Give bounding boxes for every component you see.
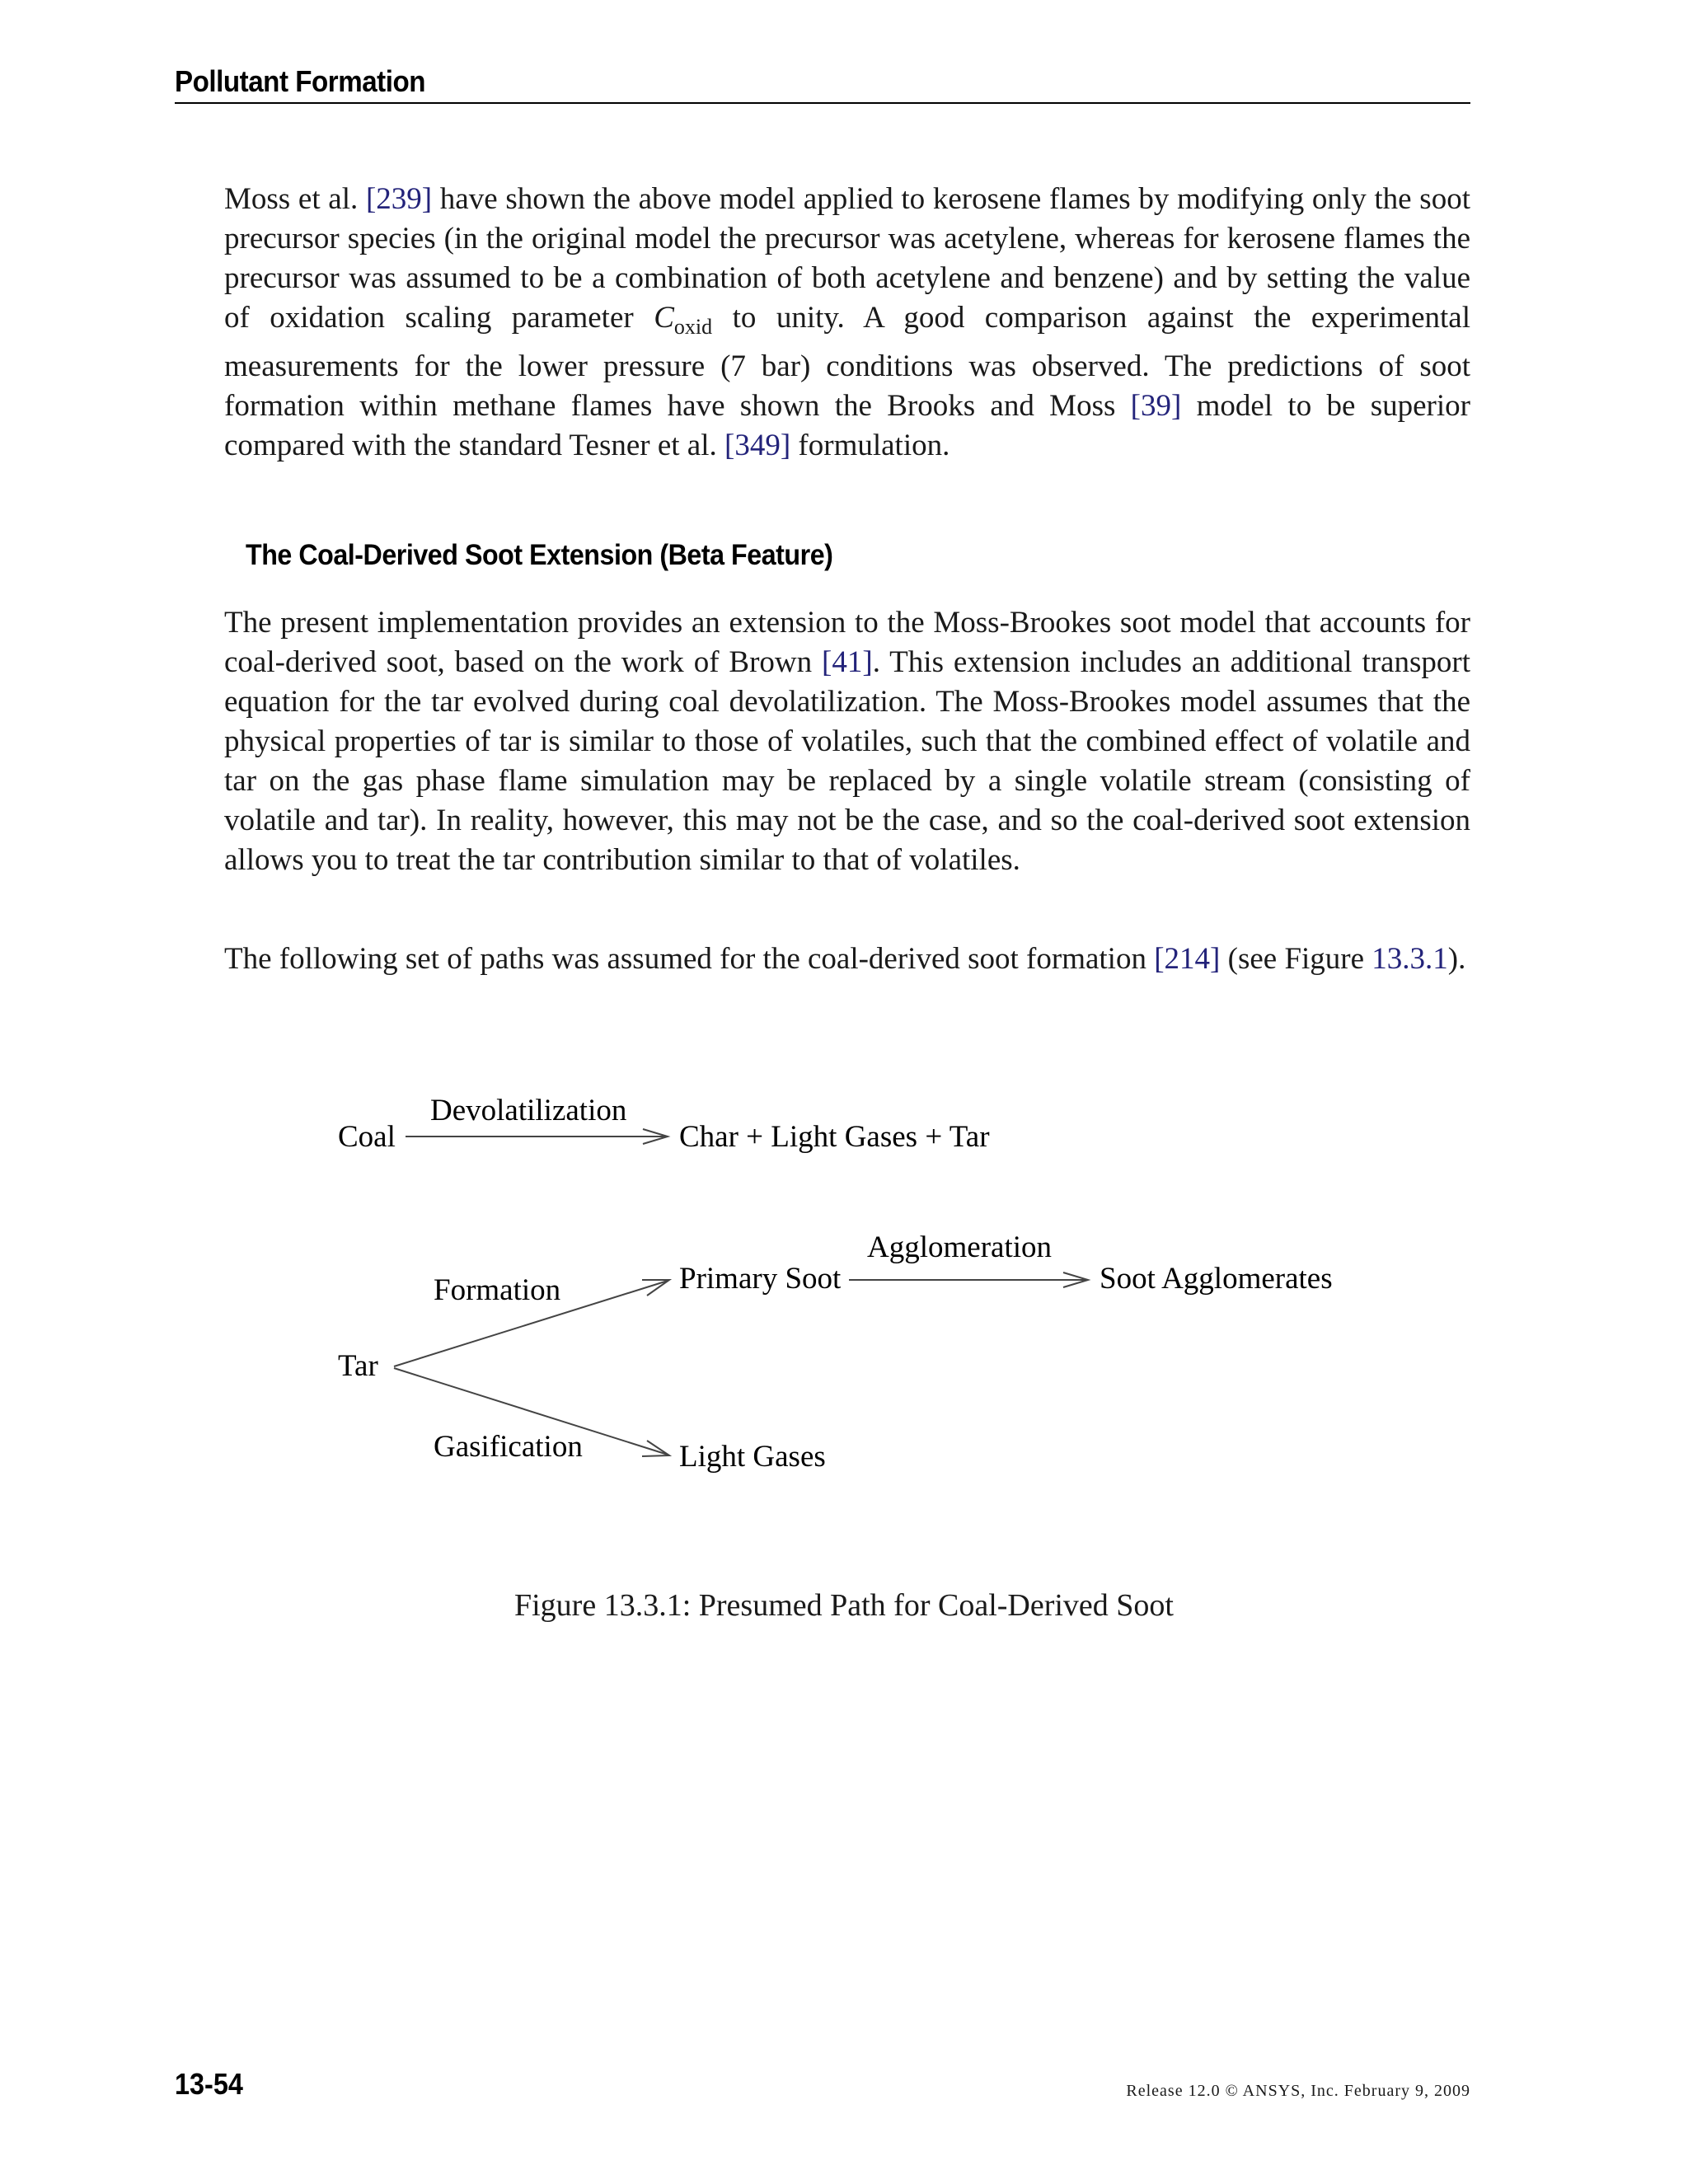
paragraph-text: have shown the above model applied to kerosene flames by modifying only the soot precursor species (in the original model the precursor was acetylene, whereas for kerosene flames the precursor was assumed to be a combination of both acetylene and benzene) and by setting the value of oxidation scaling parameter — [224, 182, 1470, 335]
figure-caption — [0, 1587, 1688, 1624]
node-tar: Tar — [338, 1349, 378, 1383]
edge-label-agglomeration: Agglomeration — [867, 1230, 1053, 1264]
release-footer — [1126, 2082, 1470, 2101]
release-prefix: Release 12.0 — [1126, 2082, 1226, 2100]
edge-label-formation: Formation — [434, 1273, 561, 1307]
node-coal: Coal — [338, 1120, 396, 1154]
page-number: 13-54 — [175, 2067, 243, 2101]
paragraph-text: to unity. A good comparison against the experimental measurements for the lower pressure (7 bar) conditions was observed. The predictions of soot formation within methane flames have shown the Brooks and Moss — [224, 301, 1470, 423]
paragraph-text: . This extension includes an additional transport equation for the tar evolved during coal devolatilization. The Moss-Brookes model assumes that the physical properties of tar is similar to those of volatiles, such that the combined effect of volatile and tar on the gas phase flame simulation may be replaced by a single volatile stream (consisting of volatile and tar). In reality, however, this may not be the case, and so the coal-derived soot extension allows you to treat the tar contribution similar to that of volatiles. — [224, 645, 1470, 877]
paragraph-text: model to be superior compared with the standard Tesner et al. — [224, 389, 1470, 462]
citation-link[interactable]: [214] — [1154, 942, 1221, 976]
node-char-light-gases-tar: Char + Light Gases + Tar — [679, 1120, 990, 1154]
release-suffix: ANSYS, Inc. February 9, 2009 — [1238, 2082, 1470, 2100]
citation-link[interactable]: [239] — [365, 182, 433, 216]
paragraph-text: ). — [1447, 942, 1466, 976]
edge-label-gasification: Gasification — [434, 1430, 583, 1464]
edge-label-devolatilization: Devolatilization — [430, 1094, 627, 1127]
figure-caption-text: Figure 13.3.1: Presumed Path for Coal-Derived Soot — [513, 1588, 1174, 1623]
citation-link[interactable]: [41] — [822, 645, 873, 679]
paragraph-text: formulation. — [790, 429, 950, 462]
copyright-symbol: © — [1225, 2082, 1239, 2100]
running-header-title: Pollutant Formation — [175, 64, 426, 98]
math-symbol: C — [654, 301, 674, 335]
node-soot-agglomerates: Soot Agglomerates — [1100, 1262, 1333, 1296]
math-subscript: oxid — [673, 315, 713, 339]
node-light-gases: Light Gases — [679, 1440, 826, 1474]
subsection-heading: The Coal-Derived Soot Extension (Beta Feature) — [246, 539, 833, 571]
paragraph-text: (see Figure — [1220, 942, 1372, 976]
citation-link[interactable]: [39] — [1130, 389, 1182, 423]
citation-link[interactable]: [349] — [724, 429, 791, 462]
paragraph-text: The present implementation provides an extension to the Moss-Brookes soot model that accounts for coal-derived soot, based on the work of Brown — [224, 606, 1470, 679]
paragraph-text: The following set of paths was assumed for the coal-derived soot formation — [224, 942, 1155, 976]
paragraph-text: Moss et al. — [224, 182, 366, 216]
node-primary-soot: Primary Soot — [679, 1262, 842, 1296]
figure-link[interactable]: 13.3.1 — [1372, 942, 1448, 976]
